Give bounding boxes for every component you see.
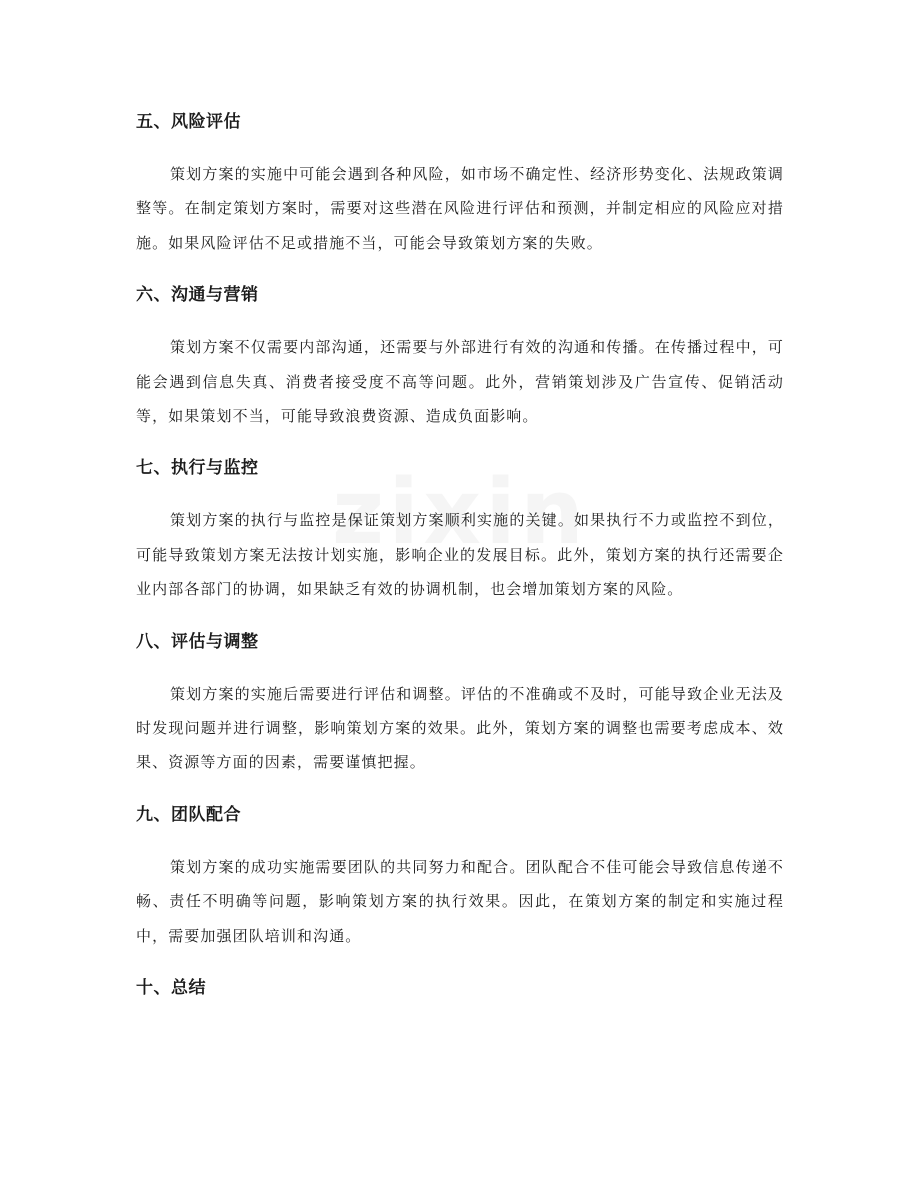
section-summary bbox=[136, 970, 784, 1006]
section-paragraph: 策划方案不仅需要内部沟通，还需要与外部进行有效的沟通和传播。在传播过程中，可能会遇到信息失真、消费者接受度不高等问题。此外，营销策划涉及广告宣传、促销活动等，如果策划不当，可能导致浪费资源、造成负面影响。 bbox=[136, 338, 784, 426]
section-heading: 七、执行与监控 bbox=[136, 458, 259, 479]
section-paragraph: 策划方案的实施中可能会遇到各种风险，如市场不确定性、经济形势变化、法规政策调整等。在制定策划方案时，需要对这些潜在风险进行评估和预测，并制定相应的风险应对措施。如果风险评估不足或措施不当，可能会导致策划方案的失败。 bbox=[136, 165, 784, 252]
section-communication-marketing bbox=[136, 277, 784, 433]
section-paragraph: 策划方案的成功实施需要团队的共同努力和配合。团队配合不佳可能会导致信息传递不畅、责任不明确等问题，影响策划方案的执行效果。因此，在策划方案的制定和实施过程中，需要加强团队培训和沟通。 bbox=[136, 857, 784, 945]
section-risk-assessment bbox=[136, 104, 784, 260]
section-execution-monitoring bbox=[136, 450, 784, 606]
section-heading: 八、评估与调整 bbox=[136, 631, 259, 652]
section-heading: 五、风险评估 bbox=[136, 112, 241, 132]
section-heading: 九、团队配合 bbox=[136, 804, 241, 825]
section-paragraph: 策划方案的执行与监控是保证策划方案顺利实施的关键。如果执行不力或监控不到位，可能导致策划方案无法按计划实施，影响企业的发展目标。此外，策划方案的执行还需要企业内部各部门的协调，如果缺乏有效的协调机制，也会增加策划方案的风险。 bbox=[136, 511, 784, 599]
section-evaluation-adjustment bbox=[136, 624, 784, 780]
section-heading: 六、沟通与营销 bbox=[136, 285, 259, 306]
document-body bbox=[136, 104, 784, 1023]
section-team-cooperation bbox=[136, 797, 784, 953]
section-heading: 十、总结 bbox=[136, 978, 206, 999]
section-paragraph: 策划方案的实施后需要进行评估和调整。评估的不准确或不及时，可能导致企业无法及时发现问题并进行调整，影响策划方案的效果。此外，策划方案的调整也需要考虑成本、效果、资源等方面的因素，需要谨慎把握。 bbox=[136, 684, 784, 772]
